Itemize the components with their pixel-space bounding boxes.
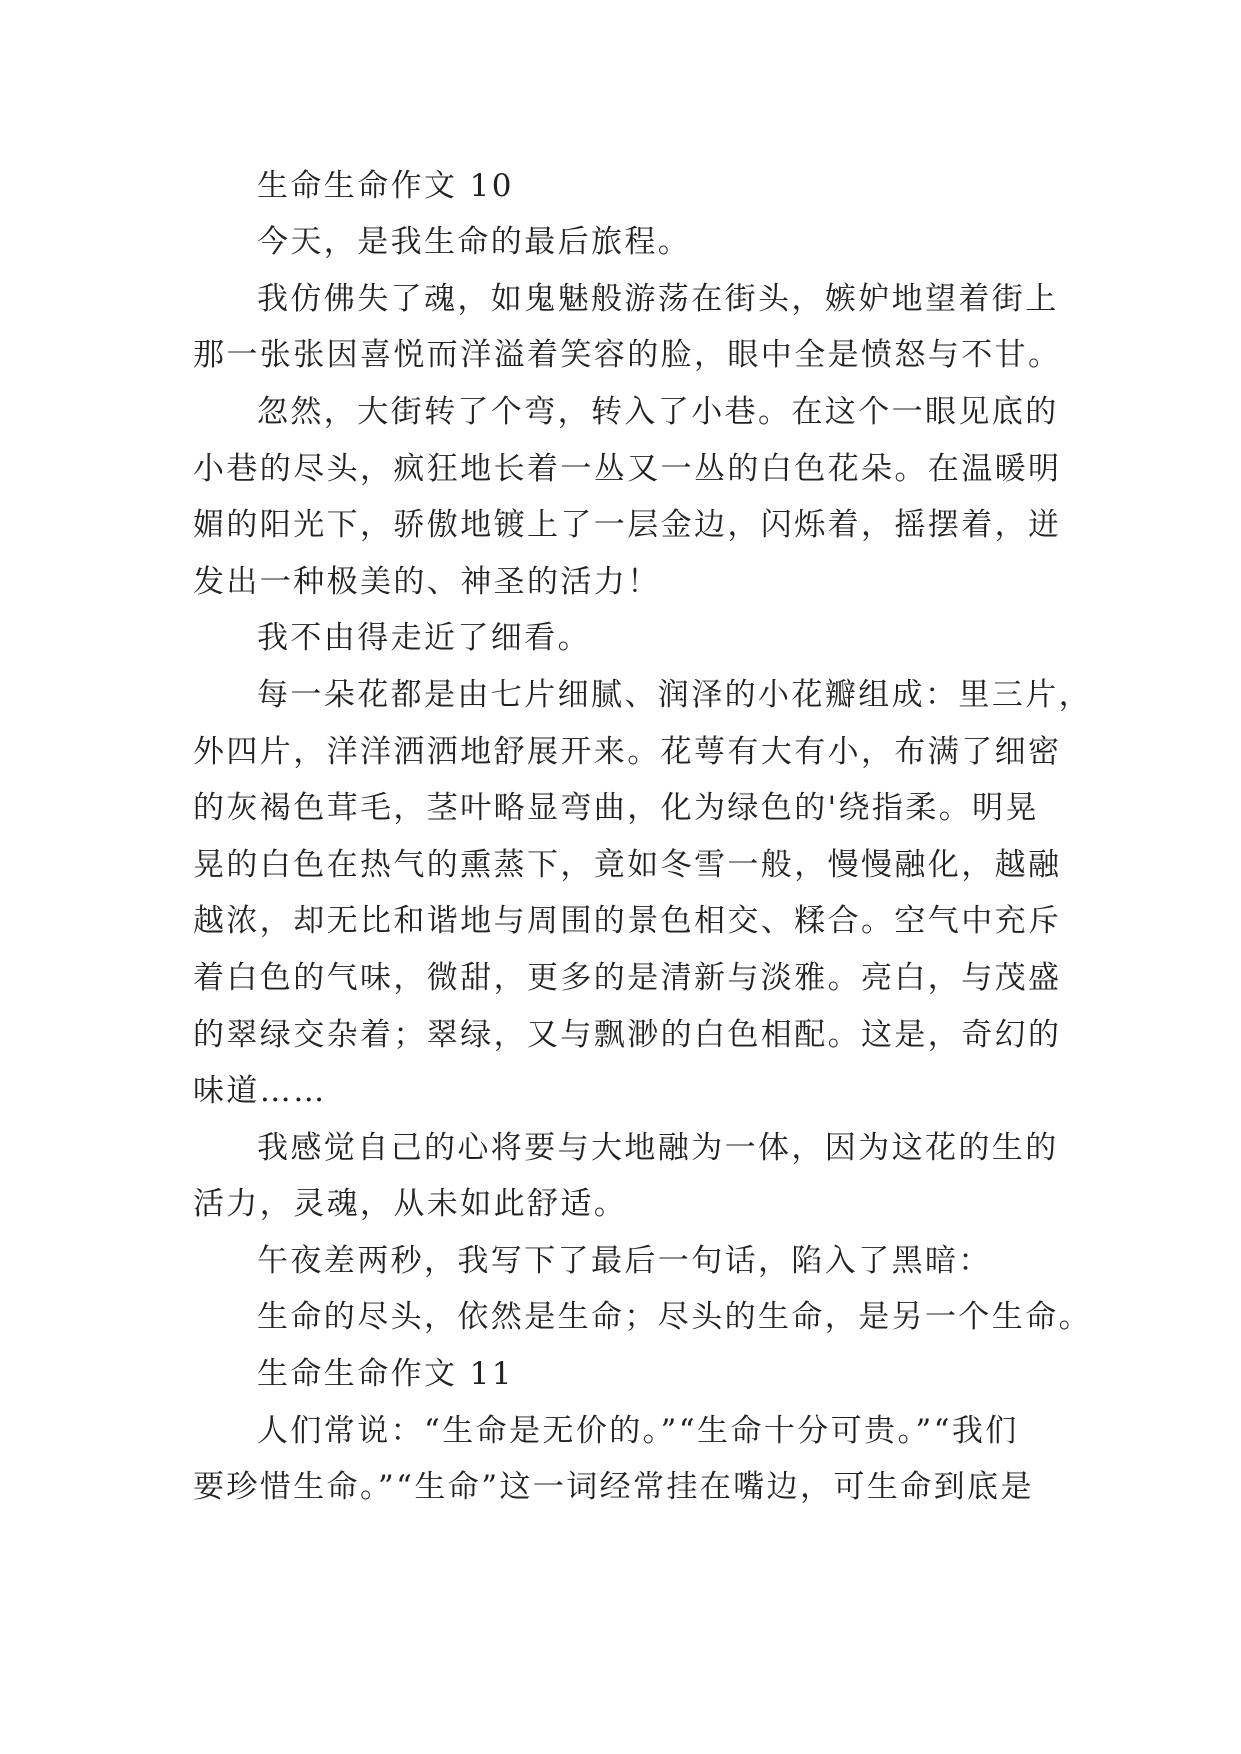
paragraph-line: 外四片，洋洋洒洒地舒展开来。花萼有大有小，布满了细密 (193, 734, 1062, 770)
paragraph-line: 每一朵花都是由七片细腻、润泽的小花瓣组成：里三片， (257, 677, 1092, 713)
paragraph-line: 着白色的气味，微甜，更多的是清新与淡雅。亮白，与茂盛 (193, 960, 1062, 996)
paragraph-line: 晃的白色在热气的熏蒸下，竟如冬雪一般，慢慢融化，越融 (193, 847, 1062, 883)
paragraph-line: 我感觉自己的心将要与大地融为一体，因为这花的生的 (257, 1130, 1059, 1166)
paragraph-line: 生命的尽头，依然是生命；尽头的生命，是另一个生命。 (257, 1299, 1092, 1335)
paragraph-line: 我仿佛失了魂，如鬼魅般游荡在街头，嫉妒地望着街上 (257, 281, 1059, 317)
paragraph-line: 小巷的尽头，疯狂地长着一丛又一丛的白色花朵。在温暖明 (193, 451, 1062, 487)
paragraph-line: 味道…… (193, 1073, 327, 1109)
paragraph-line: 的灰褐色茸毛，茎叶略显弯曲，化为绿色的'绕指柔。明晃 (193, 790, 1039, 826)
paragraph-line: 忽然，大街转了个弯，转入了小巷。在这个一眼见底的 (257, 394, 1059, 430)
paragraph-line: 媚的阳光下，骄傲地镀上了一层金边，闪烁着，摇摆着，迸 (193, 507, 1062, 543)
paragraph-line: 今天，是我生命的最后旅程。 (257, 224, 692, 260)
paragraph-line: 的翠绿交杂着；翠绿，又与飘渺的白色相配。这是，奇幻的 (193, 1017, 1062, 1053)
paragraph-line: 要珍惜生命。”“生命”这一词经常挂在嘴边，可生命到底是 (193, 1469, 1034, 1505)
essay-title-11: 生命生命作文 11 (257, 1356, 514, 1392)
paragraph-line: 人们常说：“生命是无价的。”“生命十分可贵。”“我们 (257, 1413, 1019, 1449)
essay-title-10: 生命生命作文 10 (257, 168, 514, 204)
paragraph-line: 那一张张因喜悦而洋溢着笑容的脸，眼中全是愤怒与不甘。 (193, 337, 1062, 373)
paragraph-line: 活力，灵魂，从未如此舒适。 (193, 1186, 628, 1222)
paragraph-line: 越浓，却无比和谐地与周围的景色相交、糅合。空气中充斥 (193, 903, 1062, 939)
paragraph-line: 午夜差两秒，我写下了最后一句话，陷入了黑暗： (257, 1243, 992, 1279)
paragraph-line: 我不由得走近了细看。 (257, 620, 591, 656)
paragraph-line: 发出一种极美的、神圣的活力！ (193, 564, 661, 600)
